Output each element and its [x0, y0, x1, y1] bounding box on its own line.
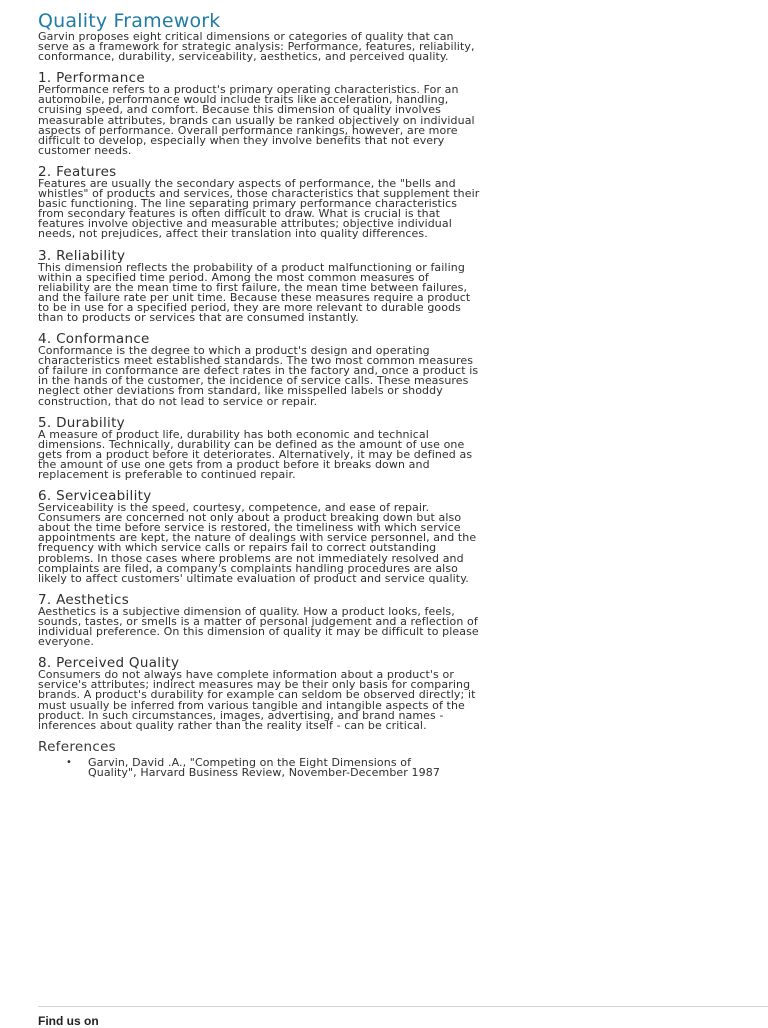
section-text: A measure of product life, durability has both economic and technical dimensions. Technically, durability can be defined as the amount of use one gets from a product before it deteriorates. Alternatively, it may be defined as the amount of use one gets from a product before it breaks down and replacement is preferable to continued repair. [38, 427, 473, 481]
section-performance [38, 71, 482, 156]
section-heading: 2. Features [38, 163, 117, 180]
bullet-icon: • [66, 756, 72, 768]
section-perceived-quality [38, 656, 482, 731]
section-heading: 8. Perceived Quality [38, 655, 180, 672]
reference-item [38, 755, 448, 779]
section-durability [38, 416, 482, 480]
section-features [38, 165, 482, 240]
section-text: Features are usually the secondary aspects of performance, the "bells and whistles" of products and services, those characteristics that supplement their basic functioning. The line separating primary performance characteristics from secondary features is often difficult to draw. What is crucial is that features involve objective and measurable attributes; objective individual needs, not prejudices, affect their translation into quality differences. [38, 176, 480, 241]
references-section [38, 740, 482, 778]
find-us-heading: Find us on [38, 1014, 99, 1028]
section-heading: 6. Serviceability [38, 488, 152, 505]
section-text: Performance refers to a product's primary operating characteristics. For an automobile, performance would include traits like acceleration, handling, cruising speed, and comfort. Because this dimension of quality involves measurable attributes, brands can usually be ranked objectively on individual aspects of performance. Overall performance rankings, however, are more difficult to develop, especially when they involve benefits that not every customer needs. [38, 83, 475, 157]
references-list [38, 755, 482, 779]
section-heading: 7. Aesthetics [38, 591, 130, 608]
section-text: Conformance is the degree to which a product's design and operating characteristics meet established standards. The two most common measures of failure in conformance are defect rates in the factory and, once a product is in the hands of the customer, the incidence of service calls. These measures neglect other deviations from standard, like misspelled labels or shoddy construction, that do not lead to service or repair. [38, 344, 479, 408]
section-reliability [38, 249, 482, 324]
section-aesthetics [38, 593, 482, 647]
section-serviceability [38, 489, 482, 584]
references-heading: References [38, 738, 117, 755]
section-heading: 4. Conformance [38, 331, 150, 348]
section-heading: 1. Performance [38, 70, 145, 87]
section-heading: 5. Durability [38, 414, 125, 431]
section-text: Consumers do not always have complete information about a product's or service's attributes; indirect measures may be their only basis for comparing brands. A product's durability for example can seldom be observed directly; it must usually be inferred from various tangible and intangible aspects of the product. In such circumstances, images, advertising, and brand names - inferences about quality rather than the reality itself - can be critical. [38, 668, 476, 732]
page-title: Quality Framework [38, 10, 221, 32]
article [38, 10, 482, 778]
section-text: Aesthetics is a subjective dimension of quality. How a product looks, feels, sounds, tastes, or smells is a matter of personal judgement and a reflection of individual preference. On this dimension of quality it may be difficult to please everyone. [38, 604, 479, 649]
section-text: Serviceability is the speed, courtesy, competence, and ease of repair. Consumers are concerned not only about a product breaking down but also about the time before service is restored, the timeliness with which service appointments are kept, the nature of dealings with service personnel, and the frequency with which service calls or repairs fail to correct outstanding problems. In those cases where problems are not immediately resolved and complaints are filed, a company's complaints handling procedures are also likely to affect customers' ultimate evaluation of product and service quality. [38, 501, 477, 585]
reference-text: Garvin, David .A., "Competing on the Eight Dimensions of Quality", Harvard Business Review, November-December 1987 [88, 755, 440, 779]
intro-paragraph: Garvin proposes eight critical dimensions or categories of quality that can serve as a framework for strategic analysis: Performance, features, reliability, conformance, durability, serviceability, aesthetics, and perceived quality. [38, 30, 475, 64]
section-heading: 3. Reliability [38, 247, 126, 264]
section-text: This dimension reflects the probability of a product malfunctioning or failing within a specified time period. Among the most common measures of reliability are the mean time to first failure, the mean time between failures, and the failure rate per unit time. Because these measures require a product to be in use for a specified period, they are more relevant to durable goods than to products or services that are consumed instantly. [38, 260, 471, 324]
footer-divider [38, 1006, 768, 1007]
section-conformance [38, 332, 482, 407]
